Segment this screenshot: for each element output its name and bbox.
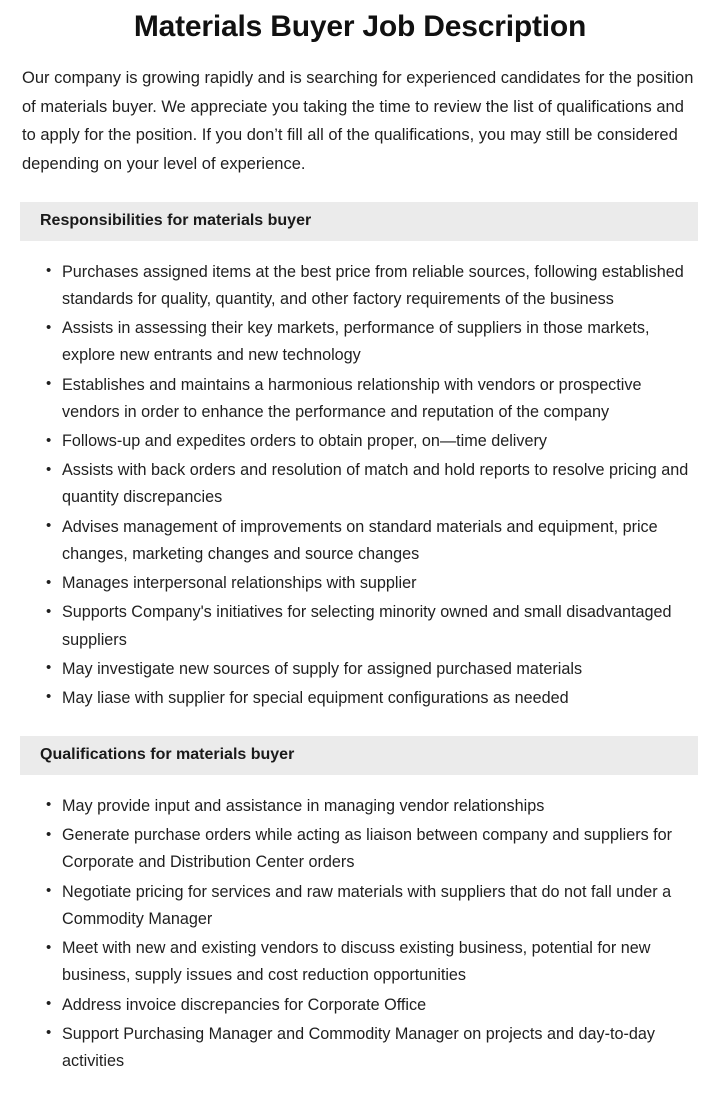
- list-item: • Supports Company's initiatives for selecting minority owned and small disadvantaged suppliers: [46, 599, 696, 653]
- list-item: • Purchases assigned items at the best price from reliable sources, following established standards for quality, quantity, and other factory requirements of the business: [46, 259, 696, 313]
- section-heading-label: Responsibilities for materials buyer: [40, 211, 312, 229]
- list-item: • Support Purchasing Manager and Commodity Manager on projects and day-to-day activities: [46, 1021, 696, 1075]
- section-qualifications: [0, 736, 720, 1075]
- list-item: • Manages interpersonal relationships with supplier: [46, 570, 696, 597]
- bottom-spacer: [0, 1077, 720, 1103]
- list-item: • Follows-up and expedites orders to obtain proper, on—time delivery: [46, 428, 696, 455]
- responsibilities-list: [0, 241, 720, 713]
- section-responsibilities: [0, 202, 720, 712]
- list-item: • May provide input and assistance in managing vendor relationships: [46, 793, 696, 820]
- page-title: Materials Buyer Job Description: [133, 10, 587, 43]
- list-item: • Address invoice discrepancies for Corporate Office: [46, 992, 696, 1019]
- list-item: • May liase with supplier for special equipment configurations as needed: [46, 685, 696, 712]
- qualifications-list: [0, 775, 720, 1075]
- section-heading-label: Qualifications for materials buyer: [40, 746, 295, 764]
- list-item: • Meet with new and existing vendors to discuss existing business, potential for new business, supply issues and cost reduction opportunities: [46, 935, 696, 989]
- section-header-responsibilities: [20, 202, 698, 241]
- list-item: • Negotiate pricing for services and raw materials with suppliers that do not fall under a Commodity Manager: [46, 879, 696, 933]
- list-item: • Assists in assessing their key markets, performance of suppliers in those markets, explore new entrants and new technology: [46, 315, 696, 369]
- list-item: • Establishes and maintains a harmonious relationship with vendors or prospective vendors in order to enhance the performance and reputation of the company: [46, 372, 696, 426]
- intro-paragraph: Our company is growing rapidly and is searching for experienced candidates for the position of materials buyer. We appreciate you taking the time to review the list of qualifications and to apply for the position. If you don’t fill all of the qualifications, you may still be considered depending on your level of experience.: [22, 69, 694, 173]
- list-item: • Advises management of improvements on standard materials and equipment, price changes, marketing changes and source changes: [46, 514, 696, 568]
- list-item: • May investigate new sources of supply for assigned purchased materials: [46, 656, 696, 683]
- section-header-qualifications: [20, 736, 698, 775]
- list-item: • Assists with back orders and resolution of match and hold reports to resolve pricing and quantity discrepancies: [46, 457, 696, 511]
- list-item: • Generate purchase orders while acting as liaison between company and suppliers for Corporate and Distribution Center orders: [46, 822, 696, 876]
